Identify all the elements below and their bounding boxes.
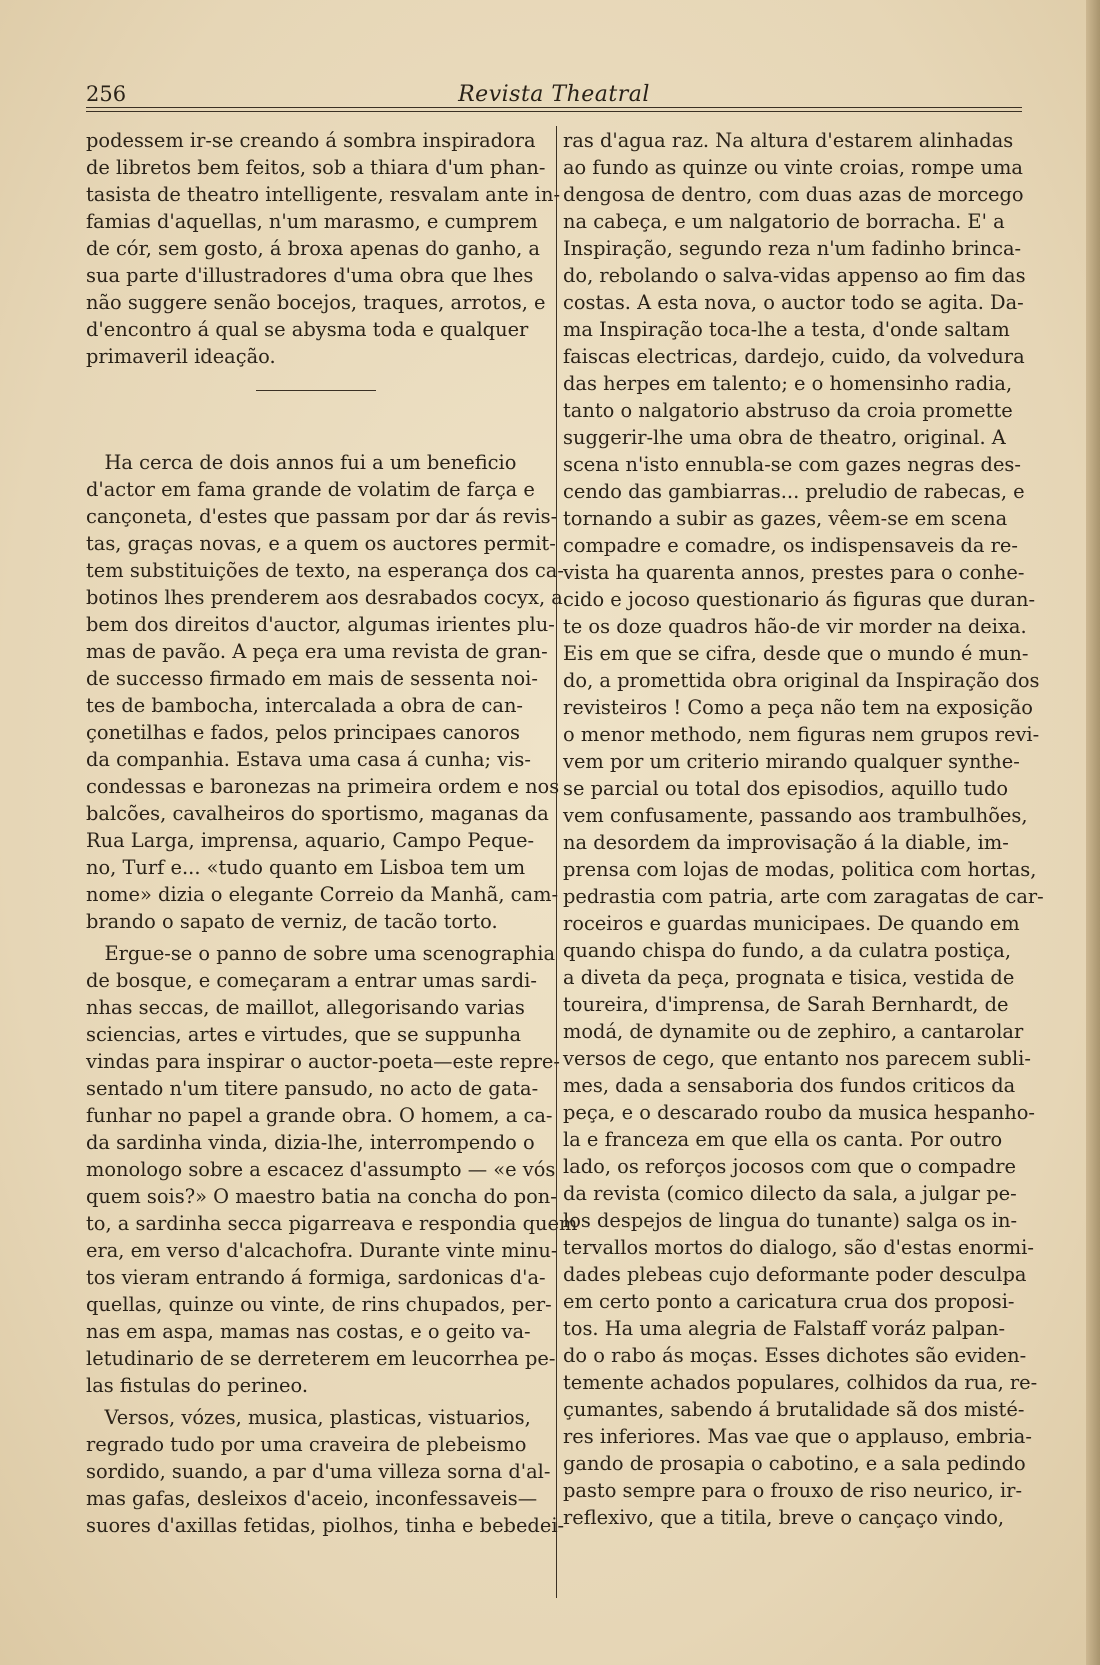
column-divider (556, 126, 557, 1598)
running-title: Revista Theatral (458, 82, 650, 107)
text-line: çonetilhas e fados, pelos principaes canoros (86, 721, 520, 744)
header-rule (86, 111, 1022, 112)
text-line: res inferiores. Mas vae que o applauso, embria- (563, 1425, 1032, 1448)
text-line: sciencias, artes e virtudes, que se suppunha (86, 1023, 522, 1046)
text-line: vista ha quarenta annos, prestes para o conhe- (563, 561, 1025, 584)
text-line: quellas, quinze ou vinte, de rins chupados, per- (86, 1293, 552, 1316)
text-line: pedrastia com patria, arte com zaragatas de car- (563, 885, 1044, 908)
text-line: tornando a subir as gazes, vêem-se em scena (563, 507, 1008, 530)
text-line: tos vieram entrando á formiga, sardonicas d'a- (86, 1266, 546, 1289)
text-line: roceiros e guardas municipaes. De quando em (563, 912, 1020, 935)
text-line: gando de prosapia o cabotino, e a sala pedindo (563, 1452, 1026, 1475)
text-line: mas de pavão. A peça era uma revista de gran- (86, 640, 548, 663)
text-line: to, a sardinha secca pigarreava e respondia quem (86, 1212, 578, 1235)
text-line: los despejos de lingua do tunante) salga os in- (563, 1209, 1018, 1232)
text-line: da companhia. Estava uma casa á cunha; vis- (86, 748, 531, 771)
text-line: monologo sobre a escacez d'assumpto — «e vós (86, 1158, 556, 1181)
text-line: a diveta da peça, prognata e tisica, vestida de (563, 966, 1015, 989)
paragraph (86, 449, 564, 935)
right-column (563, 127, 1044, 1531)
text-line: famias d'aquellas, n'um marasmo, e cumprem (86, 210, 538, 233)
text-line: podessem ir-se creando á sombra inspiradora (86, 129, 536, 152)
text-line: prensa com lojas de modas, politica com hortas, (563, 858, 1037, 881)
text-line: ras d'agua raz. Na altura d'estarem alinhadas (563, 129, 1014, 152)
text-line: da sardinha vinda, dizia-lhe, interrompendo o (86, 1131, 535, 1154)
left-column (86, 127, 578, 1539)
text-line: no, Turf e... «tudo quanto em Lisboa tem um (86, 856, 526, 879)
text-line: Ergue-se o panno de sobre uma scenographia (86, 942, 556, 965)
text-line: de successo firmado em mais de sessenta noi- (86, 667, 538, 690)
text-line: regrado tudo por uma craveira de plebeismo (86, 1433, 527, 1456)
header-rule (86, 107, 1022, 108)
text-line: tem substituições de texto, na esperança dos ca- (86, 559, 564, 582)
text-line: de cór, sem gosto, á broxa apenas do ganho, a (86, 237, 540, 260)
text-line: toureira, d'imprensa, de Sarah Bernhardt, de (563, 993, 1009, 1016)
text-line: pasto sempre para o frouxo de riso neurico, ir- (563, 1479, 1022, 1502)
text-line: te os doze quadros hão-de vir morder na deixa. (563, 615, 1027, 638)
text-line: costas. A esta nova, o auctor todo se agita. Da- (563, 291, 1024, 314)
text-line: bem dos direitos d'auctor, algumas irientes plu- (86, 613, 555, 636)
text-line: Eis em que se cifra, desde que o mundo é mun- (563, 642, 1029, 665)
text-line: dengosa de dentro, com duas azas de morcego (563, 183, 1024, 206)
text-line: do, rebolando o salva-vidas appenso ao fim das (563, 264, 1026, 287)
text-line: nome» dizia o elegante Correio da Manhã, cam- (86, 883, 559, 906)
text-line: nhas seccas, de maillot, allegorisando varias (86, 996, 525, 1019)
text-line: quem sois?» O maestro batia na concha do pon- (86, 1185, 557, 1208)
text-line: da revista (comico dilecto da sala, a julgar pe- (563, 1182, 1017, 1205)
text-line: lado, os reforços jocosos com que o compadre (563, 1155, 1016, 1178)
text-line: peça, e o descarado roubo da musica hespanho- (563, 1101, 1035, 1124)
text-line: ao fundo as quinze ou vinte croias, rompe uma (563, 156, 1023, 179)
text-line: Rua Larga, imprensa, aquario, Campo Peque- (86, 829, 535, 852)
text-line: la e franceza em que ella os canta. Por outro (563, 1128, 1003, 1151)
text-line: de libretos bem feitos, sob a thiara d'um phan- (86, 156, 546, 179)
text-line: não suggere senão bocejos, traques, arrotos, e (86, 291, 546, 314)
paragraph (86, 940, 578, 1399)
page-edge (1086, 0, 1100, 1665)
text-line: cançoneta, d'estes que passam por dar ás revis- (86, 505, 558, 528)
text-line: mes, dada a sensaboria dos fundos criticos da (563, 1074, 1016, 1097)
text-line: cido e jocoso questionario ás figuras que duran- (563, 588, 1036, 611)
text-line: tos. Ha uma alegria de Falstaff voráz palpan- (563, 1317, 1006, 1340)
text-line: Versos, vózes, musica, plasticas, vistuarios, (86, 1406, 531, 1429)
paragraph (86, 1404, 565, 1539)
text-line: mas gafas, desleixos d'aceio, inconfessaveis— (86, 1487, 538, 1510)
page-number: 256 (86, 82, 127, 106)
text-line: tas, graças novas, e a quem os auctores permit- (86, 532, 556, 555)
paragraph (563, 127, 1044, 1531)
text-line: tanto o nalgatorio abstruso da croia promette (563, 399, 1013, 422)
text-line: scena n'isto ennubla-se com gazes negras des- (563, 453, 1021, 476)
text-line: tervallos mortos do dialogo, são d'estas enormi- (563, 1236, 1034, 1259)
text-line: Inspiração, segundo reza n'um fadinho brinca- (563, 237, 1022, 260)
page-header (86, 82, 1022, 108)
text-line: se parcial ou total dos episodios, aquillo tudo (563, 777, 1009, 800)
text-line: do, a promettida obra original da Inspiração dos (563, 669, 1040, 692)
text-line: quando chispa do fundo, a da culatra postiça, (563, 939, 1012, 962)
text-line: de bosque, e começaram a entrar umas sardi- (86, 969, 537, 992)
section-divider (256, 390, 376, 391)
text-line: d'actor em fama grande de volatim de farça e (86, 478, 535, 501)
paragraph (86, 127, 561, 370)
text-line: na desordem da improvisação á la diable, im- (563, 831, 1009, 854)
text-line: primaveril ideação. (86, 345, 276, 368)
text-line: versos de cego, que entanto nos parecem subli- (563, 1047, 1031, 1070)
text-line: d'encontro á qual se abysma toda e qualquer (86, 318, 529, 341)
spacer (86, 409, 546, 449)
text-line: balcões, cavalheiros do sportismo, maganas da (86, 802, 549, 825)
text-line: nas em aspa, mamas nas costas, e o geito va- (86, 1320, 531, 1343)
text-line: revisteiros ! Como a peça não tem na exposição (563, 696, 1033, 719)
text-line: cendo das gambiarras... preludio de rabecas, e (563, 480, 1025, 503)
text-line: modá, de dynamite ou de zephiro, a cantarolar (563, 1020, 1024, 1043)
text-line: dades plebeas cujo deformante poder desculpa (563, 1263, 1027, 1286)
text-line: sentado n'um titere pansudo, no acto de gata- (86, 1077, 539, 1100)
text-line: era, em verso d'alcachofra. Durante vinte minu- (86, 1239, 558, 1262)
text-line: reflexivo, que a titila, breve o cançaço vindo, (563, 1506, 1005, 1529)
text-line: brando o sapato de verniz, de tacão torto. (86, 910, 498, 933)
text-line: las fistulas do perineo. (86, 1374, 308, 1397)
text-line: tes de bambocha, intercalada a obra de can- (86, 694, 523, 717)
text-line: em certo ponto a caricatura crua dos proposi- (563, 1290, 1015, 1313)
text-line: çumantes, sabendo á brutalidade sã dos misté- (563, 1398, 1025, 1421)
text-line: vem por um criterio mirando qualquer synthe- (563, 750, 1020, 773)
text-line: do o rabo ás moças. Esses dichotes são eviden- (563, 1344, 1027, 1367)
text-line: letudinario de se derreterem em leucorrhea pe- (86, 1347, 556, 1370)
text-line: vindas para inspirar o auctor-poeta—este repre- (86, 1050, 560, 1073)
text-line: vem confusamente, passando aos trambulhões, (563, 804, 1028, 827)
text-line: condessas e baronezas na primeira ordem e nos (86, 775, 560, 798)
text-line: o menor methodo, nem figuras nem grupos revi- (563, 723, 1040, 746)
text-line: tasista de theatro intelligente, resvalam ante in- (86, 183, 561, 206)
text-line: sua parte d'illustradores d'uma obra que lhes (86, 264, 534, 287)
text-line: suores d'axillas fetidas, piolhos, tinha e bebedei- (86, 1514, 565, 1537)
text-line: das herpes em talento; e o homensinho radia, (563, 372, 1013, 395)
text-line: sordido, suando, a par d'uma villeza sorna d'al- (86, 1460, 551, 1483)
text-line: temente achados populares, colhidos da rua, re- (563, 1371, 1038, 1394)
text-line: funhar no papel a grande obra. O homem, a ca- (86, 1104, 553, 1127)
text-line: na cabeça, e um nalgatorio de borracha. E' a (563, 210, 1005, 233)
text-line: compadre e comadre, os indispensaveis da re- (563, 534, 1018, 557)
text-line: faiscas electricas, dardejo, cuido, da volvedura (563, 345, 1025, 368)
text-line: ma Inspiração toca-lhe a testa, d'onde saltam (563, 318, 1010, 341)
text-line: botinos lhes prenderem aos desrabados cocyx, a (86, 586, 563, 609)
text-line: suggerir-lhe uma obra de theatro, original. A (563, 426, 1006, 449)
text-line: Ha cerca de dois annos fui a um beneficio (86, 451, 517, 474)
